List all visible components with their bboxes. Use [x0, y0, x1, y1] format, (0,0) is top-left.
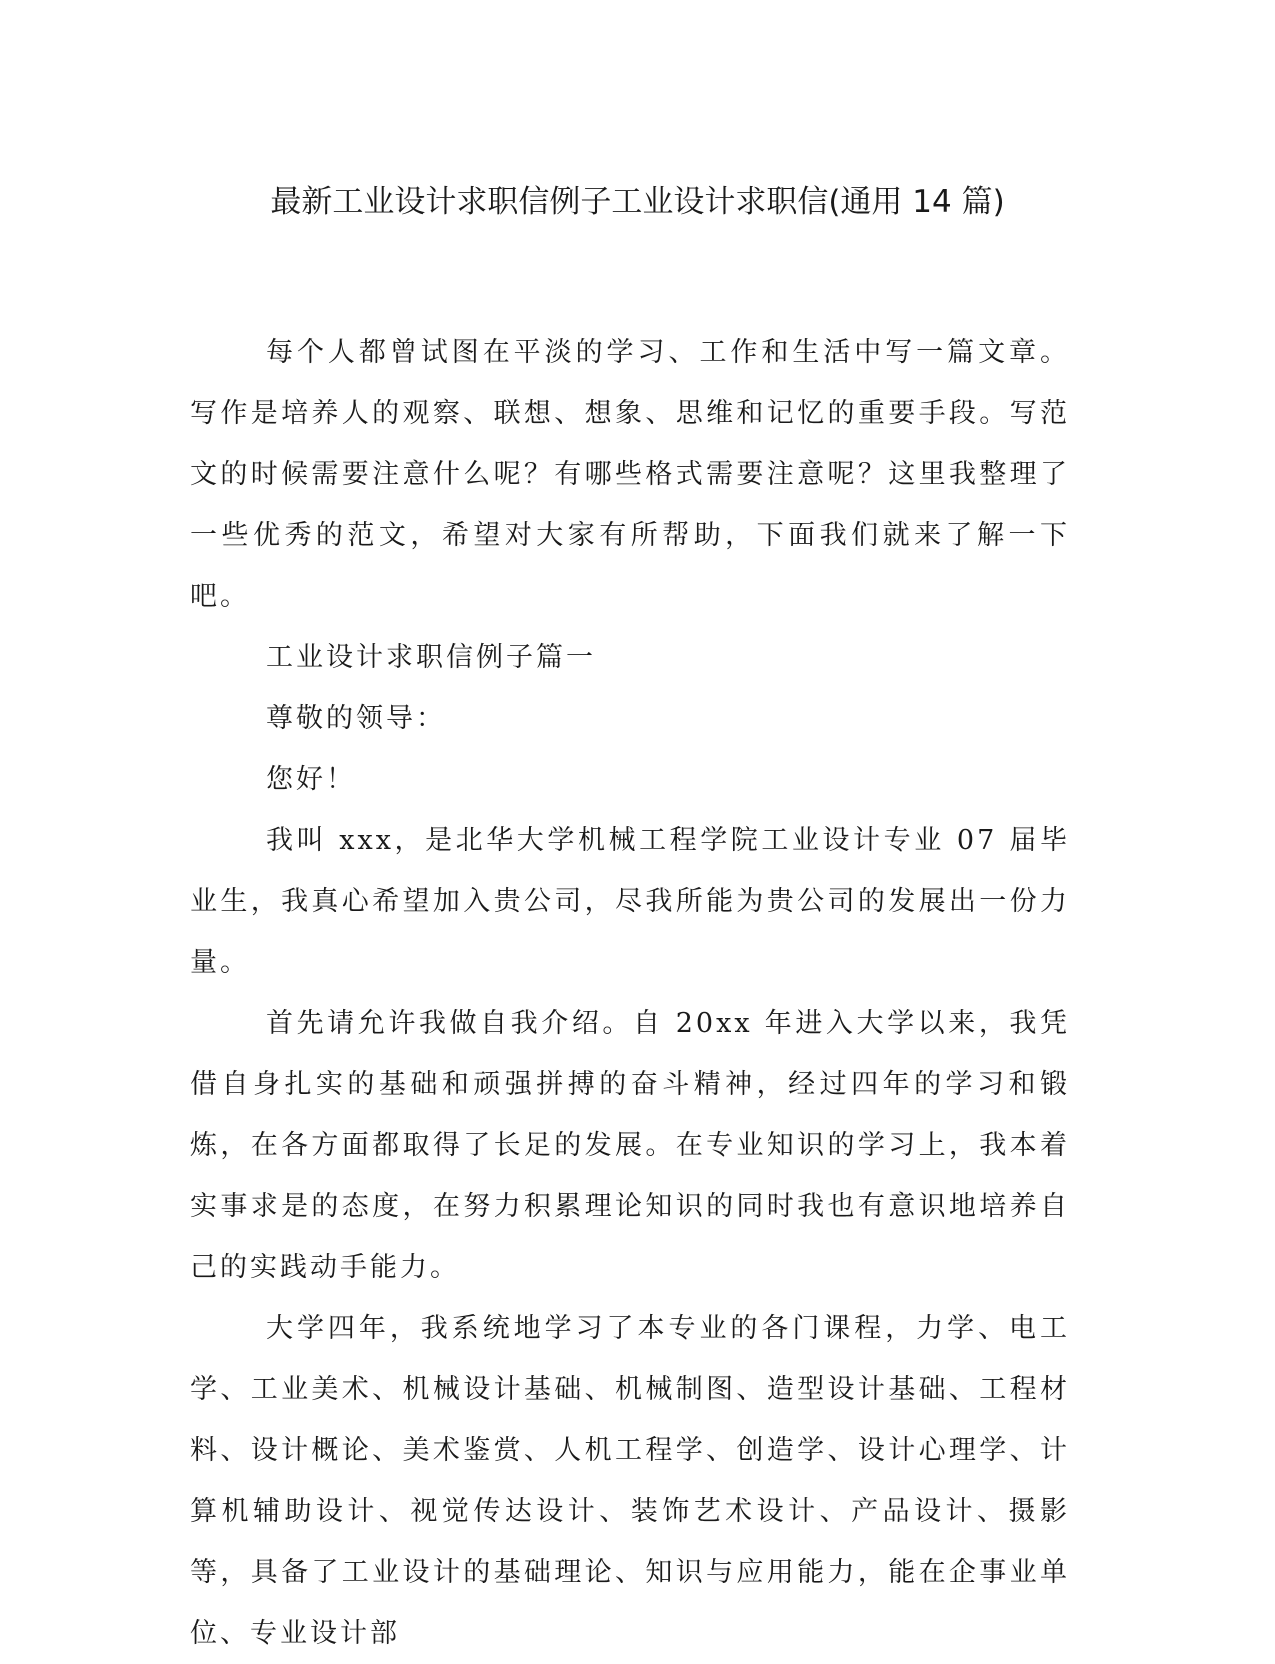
salutation: 尊敬的领导： — [266, 703, 446, 734]
document-title: 最新工业设计求职信例子工业设计求职信(通用 14 篇) — [270, 184, 1005, 220]
body-paragraph: 首先请允许我做自我介绍。自 20xx 年进入大学以来，我凭借自身扎实的基础和顽强拼搏的奋斗精神，经过四年的学习和锻炼，在各方面都取得了长足的发展。在专业知识的学习上，我本着实事求是的态度，在努力积累理论知识的同时我也有意识地培养自己的实践动手能力。 — [190, 1008, 1070, 1283]
greeting: 您好！ — [266, 764, 356, 795]
section-heading: 工业设计求职信例子篇一 — [266, 642, 596, 673]
intro-paragraph: 每个人都曾试图在平淡的学习、工作和生活中写一篇文章。写作是培养人的观察、联想、想象、思维和记忆的重要手段。写范文的时候需要注意什么呢？有哪些格式需要注意呢？这里我整理了一些优秀的范文，希望对大家有所帮助，下面我们就来了解一下吧。 — [190, 337, 1070, 612]
body-paragraph: 大学四年，我系统地学习了本专业的各门课程，力学、电工学、工业美术、机械设计基础、机械制图、造型设计基础、工程材料、设计概论、美术鉴赏、人机工程学、创造学、设计心理学、计算机辅助设计、视觉传达设计、装饰艺术设计、产品设计、摄影等，具备了工业设计的基础理论、知识与应用能力，能在企事业单位、专业设计部 — [190, 1313, 1070, 1649]
document-body — [190, 322, 1070, 1664]
body-paragraph: 我叫 xxx，是北华大学机械工程学院工业设计专业 07 届毕业生，我真心希望加入贵公司，尽我所能为贵公司的发展出一份力量。 — [190, 825, 1070, 978]
